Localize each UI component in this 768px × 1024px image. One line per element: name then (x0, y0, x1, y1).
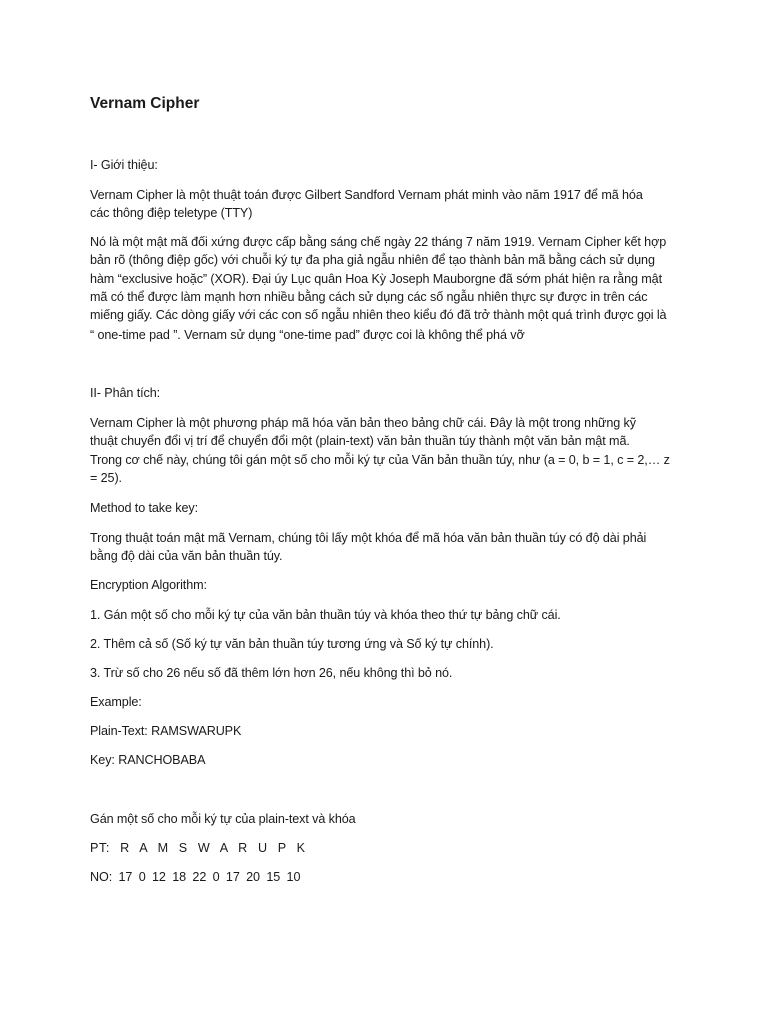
intro-paragraph-2-line-5: miếng giấy. Các dòng giấy với các con số ngẫu nhiên theo kiểu đó đã trở thành một quá trình được gọi là (90, 308, 667, 322)
section-heading-intro: I- Giới thiệu: (90, 158, 158, 172)
document-title: Vernam Cipher (90, 95, 200, 112)
encryption-label: Encryption Algorithm: (90, 578, 207, 592)
intro-paragraph-2-line-4: mã có thể được làm mạnh hơn nhiều bằng cách sử dụng các số ngẫu nhiên thực sự được in trên các (90, 290, 648, 304)
plain-text-letters-row: PT: R A M S W A R U P K (90, 841, 306, 855)
intro-paragraph-1-line-1: Vernam Cipher là một thuật toán được Gilbert Sandford Vernam phát minh vào năm 1917 để mã hóa (90, 188, 643, 202)
method-text-line-1: Trong thuật toán mật mã Vernam, chúng tôi lấy một khóa để mã hóa văn bản thuần túy có độ dài phải (90, 531, 647, 545)
analysis-paragraph-line-4: = 25). (90, 471, 122, 485)
analysis-paragraph-line-1: Vernam Cipher là một phương pháp mã hóa văn bản theo bảng chữ cái. Đây là một trong những kỹ (90, 416, 636, 430)
document-page (90, 0, 690, 1024)
analysis-paragraph-line-2: thuật chuyển đổi vị trí để chuyển đổi một (plain-text) văn bản thuần túy thành một văn bản mật mã. (90, 434, 630, 448)
intro-paragraph-2-line-2: bản rõ (thông điệp gốc) với chuỗi ký tự đa pha giả ngẫu nhiên để tạo thành bản mã bằng cách sử dụng (90, 253, 655, 267)
method-text-line-2: bằng độ dài của văn bản thuần túy. (90, 549, 283, 563)
analysis-paragraph-line-3: Trong cơ chế này, chúng tôi gán một số cho mỗi ký tự của Văn bản thuần túy, như (a = 0, b = 1, c = 2,… z (90, 453, 670, 467)
assign-numbers-text: Gán một số cho mỗi ký tự của plain-text và khóa (90, 812, 356, 826)
step-1: 1. Gán một số cho mỗi ký tự của văn bản thuần túy và khóa theo thứ tự bảng chữ cái. (90, 608, 561, 622)
example-label: Example: (90, 695, 142, 709)
step-3: 3. Trừ số cho 26 nếu số đã thêm lớn hơn 26, nếu không thì bỏ nó. (90, 666, 453, 680)
intro-paragraph-2-line-1: Nó là một mật mã đối xứng được cấp bằng sáng chế ngày 22 tháng 7 năm 1919. Vernam Cipher kết hợp (90, 235, 667, 249)
plain-text-numbers-row: NO: 17 0 12 18 22 0 17 20 15 10 (90, 870, 301, 884)
intro-paragraph-1-line-2: các thông điệp teletype (TTY) (90, 206, 253, 220)
section-heading-analysis: II- Phân tích: (90, 386, 160, 400)
method-label: Method to take key: (90, 501, 199, 515)
intro-paragraph-2-line-6: “ one-time pad ”. Vernam sử dụng “one-time pad” được coi là không thể phá vỡ (90, 328, 525, 342)
plain-text-line: Plain-Text: RAMSWARUPK (90, 724, 242, 738)
key-line: Key: RANCHOBABA (90, 753, 206, 767)
step-2: 2. Thêm cả số (Số ký tự văn bản thuần túy tương ứng và Số ký tự chính). (90, 637, 494, 651)
intro-paragraph-2-line-3: hàm “exclusive hoặc” (XOR). Đại úy Lục quân Hoa Kỳ Joseph Mauborgne đã sớm phát hiện ra rằng mật (90, 272, 662, 286)
